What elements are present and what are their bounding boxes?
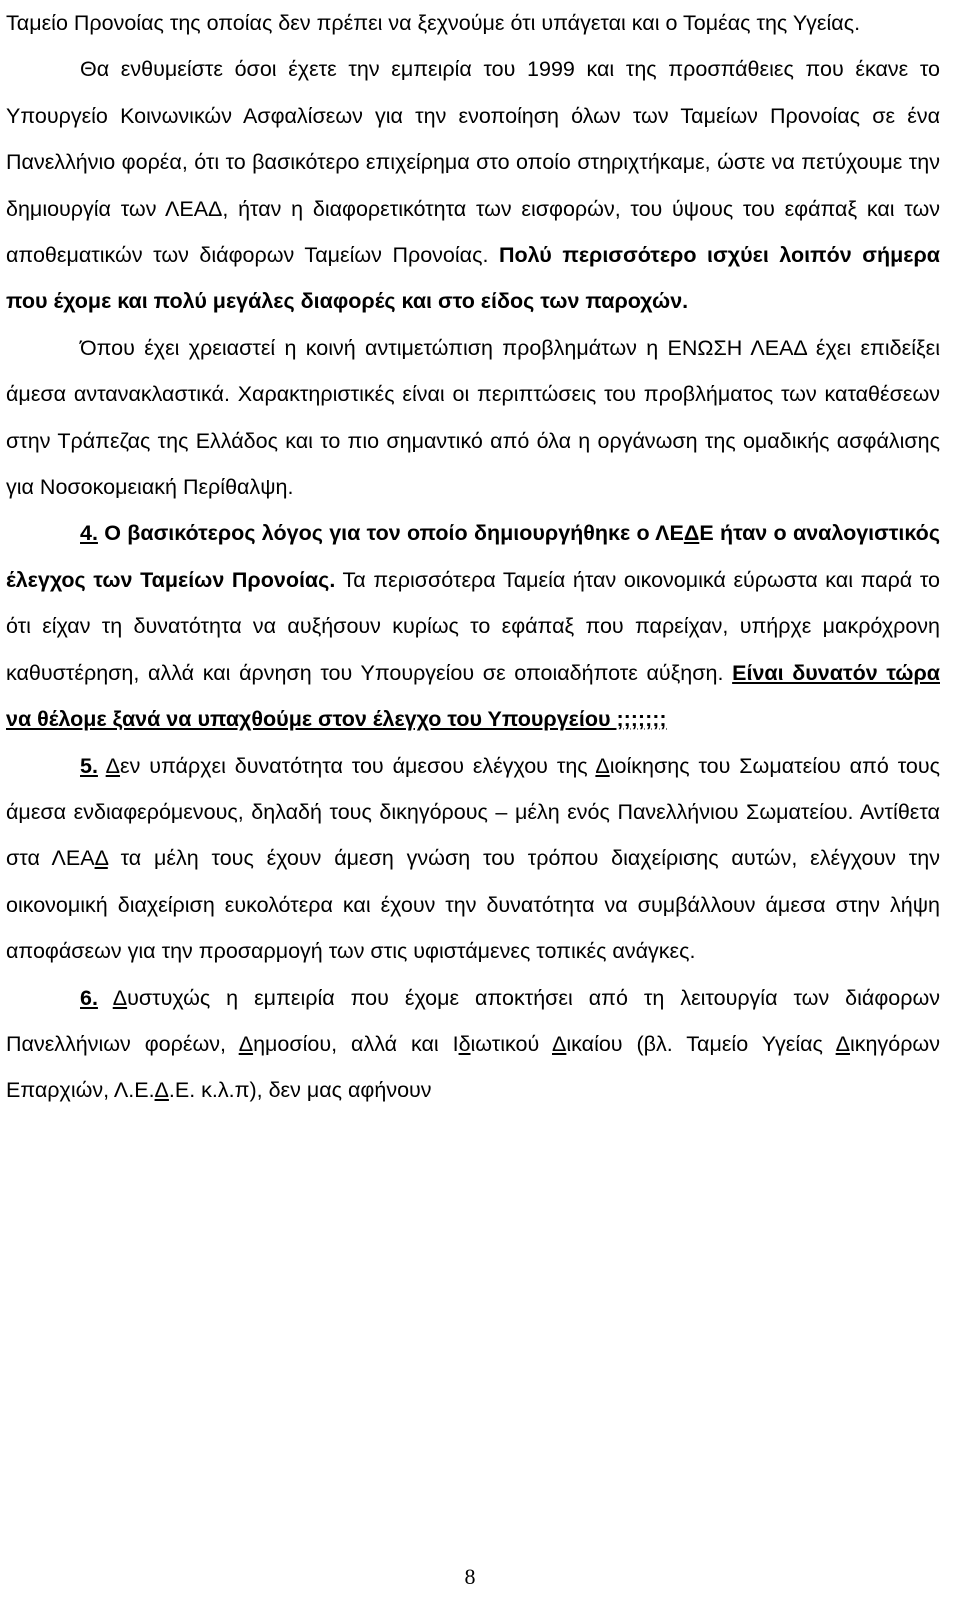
text-run: Δ [112,985,128,1010]
text-run: Δ [154,1078,169,1103]
text-run: Δ [105,753,121,778]
text-run: 4. [80,521,98,546]
text-run: Πολύ περισσότερο ισχύει λοιπόν σήμερα που έχομε και πολύ μεγάλες διαφορές και στο είδος των παροχών. [6,243,940,314]
text-run: Ο βασικότερος λόγος για τον οποίο δημιουργήθηκε ο ΛΕ [97,521,684,546]
paragraph [6,510,940,742]
text-run: Ε ήταν ο αναλογιστικός έλεγχος των Ταμείων Προνοίας. [6,521,940,592]
text-run: ικαίου (βλ. Ταμείο Υγείας [566,1031,836,1056]
text-run: Θα ενθυμείστε όσοι έχετε την εμπειρία του 1999 και της προσπάθειες που έκανε το Υπουργείο Κοινωνικών Ασφαλίσεων για την ενοποίηση όλων των Ταμείων Προνοίας σε ένα Πανελλήνιο φορέα, ότι το βασικότερο επιχείρημα στο οποίο στηριχτήκαμε, ώστε να πετύχουμε την δημιουργία των ΛΕΑΔ, ήταν η διαφορετικότητα των εισφορών, του ύψους του εφάπαξ και των αποθεματικών των διάφορων Ταμείων Προνοίας. [6,57,940,268]
text-run: Τα περισσότερα Ταμεία ήταν οικονομικά εύρωστα και παρά το ότι είχαν τη δυνατότητα να αυξήσουν κυρίως το εφάπαξ που παρείχαν, υπήρχε μακρόχρονη καθυστέρηση, αλλά και άρνηση του Υπουργείου σε οποιαδήποτε αύξηση. [6,567,940,685]
text-run: Είναι δυνατόν τώρα να θέλομε ξανά να υπαχθούμε στον έλεγχο του Υπουργείου ;;;;;;; [6,660,940,732]
text-run: Δ [94,846,108,871]
text-run: ιοίκησης του Σωματείου από τους άμεσα ενδιαφερόμενους, δηλαδή τους δικηγόρους – μέλη ενός Πανελλήνιου Σωματείου. Αντίθετα στα ΛΕΑ [6,753,940,871]
paragraph [6,975,940,1114]
paragraph [6,325,940,511]
text-run [98,986,113,1010]
page-number: 8 [464,1564,476,1589]
text-run: υστυχώς η εμπειρία που έχομε αποκτήσει από τη λειτουργία των διάφορων Πανελλήνιων φορέων, [6,985,940,1056]
paragraph [6,46,940,324]
text-run: εν υπάρχει δυνατότητα του άμεσου ελέγχου της [120,753,596,778]
paragraph [6,0,940,46]
text-run: ικηγόρων Επαρχιών, Λ.Ε. [6,1031,940,1103]
text-run: δ [458,1031,471,1056]
text-run: Δ [595,753,610,778]
document-page [6,0,940,1114]
text-run: Ταμείο Προνοίας της οποίας δεν πρέπει να ξεχνούμε ότι υπάγεται και ο Τομέας της Υγείας. [6,11,861,35]
text-run: Όπου έχει χρειαστεί η κοινή αντιμετώπιση προβλημάτων η ΕΝΩΣΗ ΛΕΑΔ έχει επιδείξει άμεσα αντανακλαστικά. Χαρακτηριστικές είναι οι περιπτώσεις του προβλήματος των καταθέσεων στην Τράπεζας της Ελλάδος και το πιο σημαντικό από όλα η οργάνωση της ομαδικής ασφάλισης για Νοσοκομειακή Περίθαλψη. [6,335,940,500]
text-run: Δ [552,1031,567,1056]
text-run: Δ [683,521,700,546]
document-body [6,0,940,1114]
text-run: 6. [80,985,98,1010]
text-run: .Ε. κ.λ.π), δεν μας αφήνουν [168,1078,432,1103]
text-run: τα μέλη τους έχουν άμεση γνώση του τρόπου διαχείρισης αυτών, ελέγχουν την οικονομική διαχείριση ευκολότερα και έχουν την δυνατότητα να συμβάλλουν άμεσα στην λήψη αποφάσεων για την προσαρμογή των στις υφιστάμενες τοπικές ανάγκες. [6,846,941,964]
text-run: Δ [835,1031,851,1056]
text-run: 5. [80,753,98,778]
paragraph [6,743,940,975]
text-run: ημοσίου, αλλά και Ι [253,1031,459,1056]
text-run: Δ [238,1031,254,1056]
text-run: ιωτικού [470,1031,552,1056]
text-run [98,754,106,778]
